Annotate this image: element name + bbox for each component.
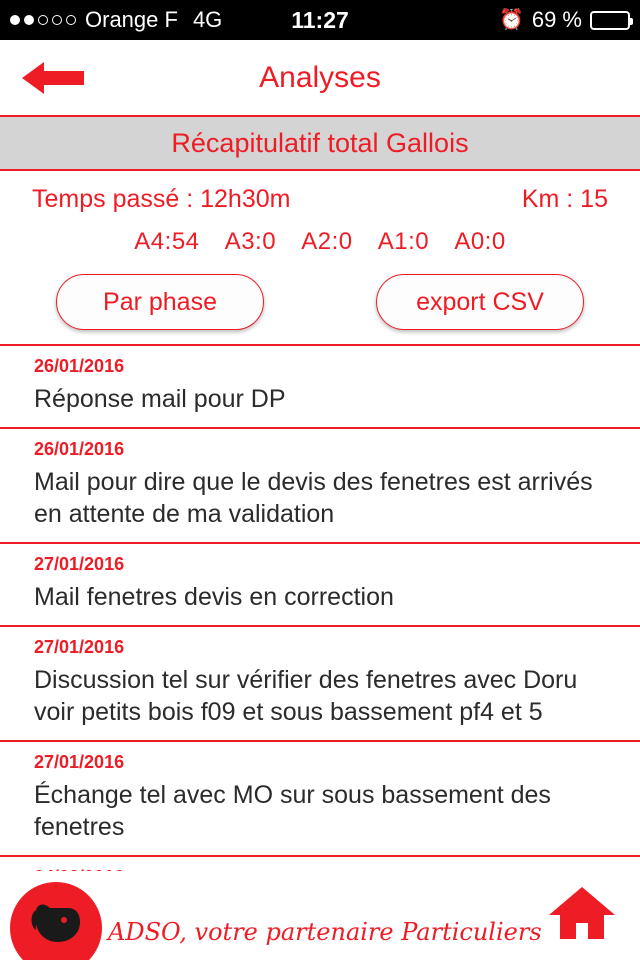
status-bar-right bbox=[349, 7, 630, 33]
list-item[interactable] bbox=[0, 429, 640, 544]
summary-title: Récapitulatif total Gallois bbox=[0, 117, 640, 171]
list-item-text: Discussion tel sur vérifier des fenetres avec Doru voir petits bois f09 et sous bassement pf4 et 5 bbox=[34, 666, 578, 726]
list-item-date: 27/01/2016 bbox=[34, 637, 125, 657]
time-spent-label: Temps passé : 12h30m bbox=[32, 185, 291, 213]
export-csv-button[interactable]: export CSV bbox=[376, 274, 584, 330]
list-item[interactable] bbox=[0, 346, 640, 429]
footer-slogan: ADSO, votre partenaire Particuliers bbox=[108, 918, 542, 946]
adso-dog-logo-icon bbox=[10, 882, 102, 960]
list-item-date: 26/01/2016 bbox=[34, 439, 125, 459]
status-bar-clock: 11:27 bbox=[291, 6, 349, 33]
alarm-clock-icon: ⏰ bbox=[498, 9, 524, 31]
signal-strength-icon bbox=[10, 15, 76, 25]
list-item[interactable] bbox=[0, 627, 640, 742]
list-item-text: Mail fenetres devis en correction bbox=[34, 583, 394, 611]
navigation-bar bbox=[0, 40, 640, 117]
back-button[interactable] bbox=[22, 58, 84, 98]
par-phase-button[interactable]: Par phase bbox=[56, 274, 264, 330]
list-item-date: 27/01/2016 bbox=[34, 554, 125, 574]
km-label: Km : 15 bbox=[521, 185, 608, 213]
list-item-date: 26/01/2016 bbox=[34, 356, 125, 376]
summary-actions bbox=[0, 256, 640, 346]
grades-row bbox=[28, 228, 612, 256]
grade-a0: A0:0 bbox=[454, 228, 506, 255]
grade-a1: A1:0 bbox=[377, 228, 430, 255]
list-item-text: Mail pour dire que le devis des fenetres est arrivés en attente de ma validation bbox=[34, 468, 593, 528]
dog-head-glyph bbox=[20, 892, 92, 960]
battery-icon bbox=[590, 11, 630, 30]
grade-a3: A3:0 bbox=[224, 228, 277, 255]
home-icon bbox=[548, 885, 616, 941]
analyses-list[interactable] bbox=[0, 346, 640, 960]
list-item-text: Échange tel avec MO sur sous bassement des fenetres bbox=[34, 781, 551, 841]
status-bar-left bbox=[10, 7, 291, 33]
list-item[interactable] bbox=[0, 544, 640, 627]
list-item-text: Réponse mail pour DP bbox=[34, 385, 286, 413]
home-button[interactable] bbox=[548, 885, 616, 946]
back-arrow-icon bbox=[22, 58, 84, 98]
status-bar bbox=[0, 0, 640, 40]
list-item[interactable] bbox=[0, 742, 640, 857]
page-title: Analyses bbox=[259, 60, 381, 94]
grade-a2: A2:0 bbox=[301, 228, 353, 255]
summary-stats-row bbox=[28, 185, 612, 214]
network-type-label: 4G bbox=[192, 7, 223, 32]
grade-a4: A4:54 bbox=[134, 228, 200, 255]
list-item-date: 27/01/2016 bbox=[34, 752, 125, 772]
footer-bar bbox=[0, 871, 640, 960]
carrier-label: Orange F bbox=[85, 7, 178, 32]
battery-percent-label: 69 % bbox=[531, 7, 582, 32]
summary-stats bbox=[0, 171, 640, 256]
